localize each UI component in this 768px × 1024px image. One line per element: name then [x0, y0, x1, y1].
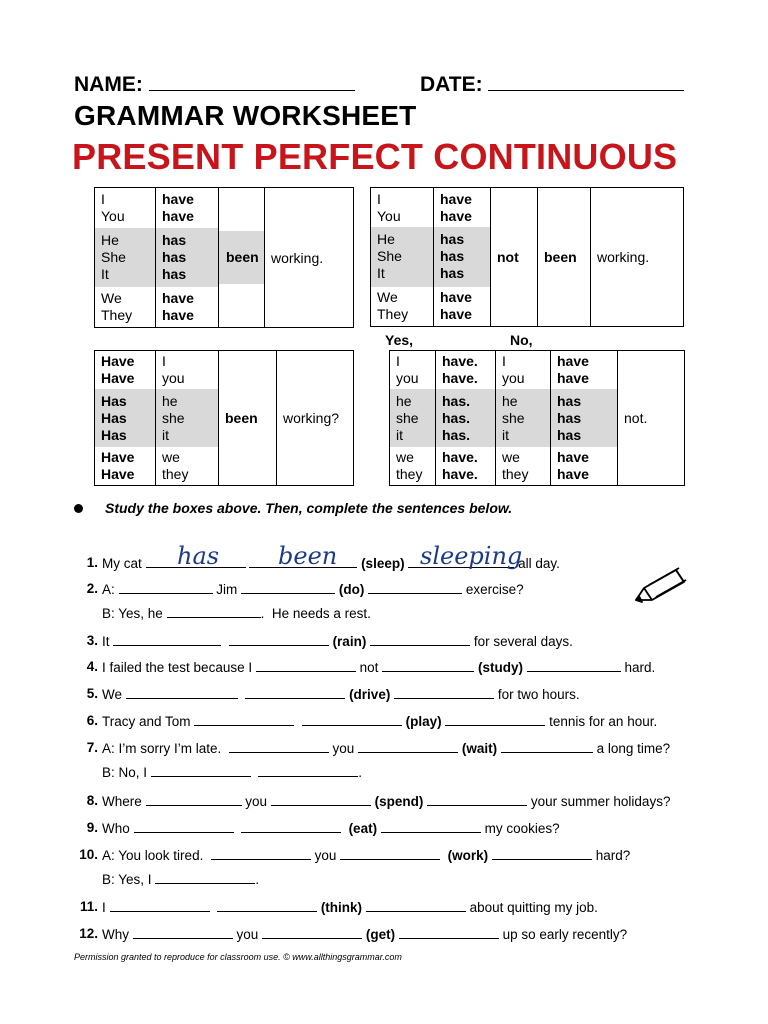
yes-label: Yes, — [385, 332, 414, 348]
question-10: 10. A: You look tired. you (work) hard? — [79, 847, 631, 863]
name-field — [74, 72, 355, 97]
question-1: 1. My cat (sleep) all day. — [86, 555, 560, 571]
bullet-icon — [74, 504, 83, 513]
question-6: 6. Tracy and Tom (play) tennis for an hour. — [86, 713, 658, 729]
question-8: 8. Where you (spend) your summer holidays? — [86, 793, 671, 809]
no-label: No, — [510, 332, 533, 348]
question-9: 9. Who (eat) my cookies? — [86, 820, 560, 836]
question-10-b: B: Yes, I . — [102, 872, 260, 887]
sa-not: not. — [618, 351, 685, 486]
name-blank[interactable] — [149, 72, 355, 91]
q-been: been — [219, 351, 277, 486]
question-5: 5. We (drive) for two hours. — [86, 686, 580, 702]
aff-verb: working. — [265, 188, 354, 328]
date-label: DATE: — [420, 73, 483, 96]
affirmative-table: I You have have been working. He She It has has has We They have have — [94, 187, 354, 328]
neg-verb: working. — [591, 188, 684, 327]
date-field — [420, 72, 684, 97]
answer-has: has — [177, 542, 220, 570]
q-verb: working? — [277, 351, 354, 486]
question-2: 2. A: Jim (do) exercise? — [86, 581, 524, 597]
answer-been: been — [278, 542, 338, 570]
question-11: 11. I (think) about quitting my job. — [79, 899, 598, 915]
answer-sleeping: sleeping — [420, 542, 523, 570]
neg-not: not — [491, 188, 538, 327]
question-2-b: B: Yes, he . He needs a rest. — [102, 606, 371, 621]
footer-permission: Permission granted to reproduce for classroom use. © www.allthingsgrammar.com — [74, 952, 402, 962]
pencil-icon — [632, 566, 690, 608]
negative-table: I You have have not been working. He She It has has has We They have have — [370, 187, 684, 327]
question-7-b: B: No, I . — [102, 765, 363, 780]
neg-been: been — [538, 188, 591, 327]
aff-been: been — [219, 231, 264, 284]
question-4: 4. I failed the test because I not (study) hard. — [86, 659, 656, 675]
question-7: 7. A: I’m sorry I’m late. you (wait) a long time? — [86, 740, 671, 756]
name-label: NAME: — [74, 73, 143, 96]
question-table: Have Have I you been working? Has Has Has he she it Have Have we they — [94, 350, 354, 486]
question-12: 12. Why you (get) up so early recently? — [79, 926, 628, 942]
short-answers-table: I you have. have. I you have have not. he she it has. has. has. he she it has has has we they have. have. we they have have — [389, 350, 685, 486]
worksheet-topic: PRESENT PERFECT CONTINUOUS — [72, 136, 678, 177]
question-3: 3. It (rain) for several days. — [86, 633, 573, 649]
worksheet-title: GRAMMAR WORKSHEET — [74, 100, 417, 131]
instruction-text: Study the boxes above. Then, complete the sentences below. — [105, 500, 513, 516]
date-blank[interactable] — [488, 72, 684, 91]
